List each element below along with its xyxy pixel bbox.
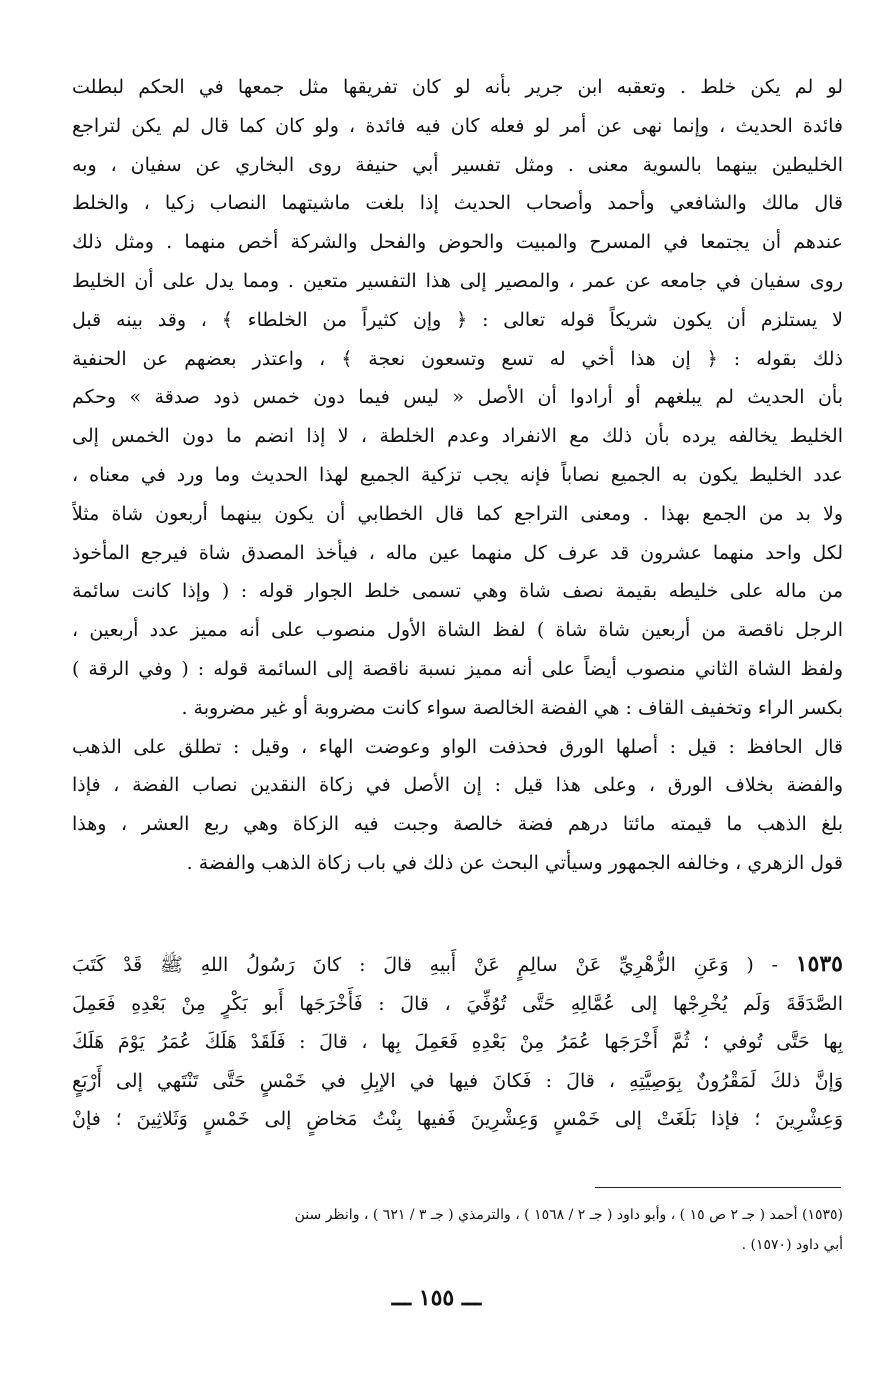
footnote-line: (١٥٣٥) أحمد ( جـ ٢ ص ١٥ ) ، وأبو داود ( جـ ٢ / ١٥٦٨ ) ، والترمذي ( جـ ٣ / ٦٢١ ) ، وانظر سنن	[294, 1207, 843, 1223]
hadith-text	[72, 945, 843, 1139]
commentary-line: عدد الخليط يكون به الجميع نصاباً فإنه يجب تزكية الجميع لهذا الحديث وما ورد في معناه ،	[72, 463, 843, 486]
commentary-line: ذلك بقوله : ﴿ إن هذا أخي له تسع وتسعون نعجة ﴾ ، واعتذر بعضهم عن الحنفية	[72, 347, 843, 370]
commentary-line: الرجل ناقصة من أربعين شاة شاة ) لفظ الشاة الأول منصوب على أنه مميز عدد أربعين ،	[72, 619, 843, 642]
commentary-line: قول الزهري ، وخالفه الجمهور وسيأتي البحث عن ذلك في باب زكاة الذهب والفضة .	[186, 851, 843, 874]
commentary-line: بأن الحديث لم يبلغهم أو أرادوا أن الأصل « ليس فيما دون خمس ذود صدقة » وحكم	[72, 386, 843, 409]
commentary-line: عندهم أن يجتمعا في المسرح والمبيت والحوض والفحل والشركة أخص منهما . ومثل ذلك	[72, 231, 843, 254]
commentary-line: من ماله على خليطه بقيمة نصف شاة وهي تسمى خلط الجوار قوله : ( وإذا كانت سائمة	[72, 580, 843, 603]
hadith-line-text: - ( وَعَنِ الزُّهْرِيِّ عَنْ سالِمٍ عَنْ أَبيهِ قالَ : كانَ رَسُولُ اللهِ ﷺ قَدْ كَتَبَ	[72, 954, 796, 976]
commentary-line: بلغ الذهب ما قيمته مائتا درهم فضة خالصة وجبت فيه الزكاة وهي ربع العشر ، وهذا	[72, 813, 843, 836]
hadith-number: ١٥٣٥	[795, 951, 843, 977]
commentary-line: الخليط يخالفه يرده بأن ذلك مع الانفراد وعدم الخلطة ، لا إذا انضم ما دون الخمس إلى	[72, 425, 843, 448]
footnote	[72, 1200, 843, 1260]
commentary-line: والفضة بخلاف الورق ، وعلى هذا قيل : إن الأصل في زكاة النقدين نصاب الفضة ، فإذا	[72, 774, 843, 797]
commentary-line: بكسر الراء وتخفيف القاف : هي الفضة الخالصة سواء كانت مضروبة أو غير مضروبة .	[181, 696, 843, 719]
page-number: ـــ ١٥٥ ـــ	[391, 1285, 482, 1311]
commentary-line: الخليطين بينهما بالسوية معنى . ومثل تفسير أبي حنيفة روى البخاري عن سفيان ، وبه	[72, 153, 843, 176]
hadith-line: وَعِشْرِينَ ؛ فإذا بَلَغَتْ إلى خَمْسٍ وَعِشْرِينَ فَفيها بِنْتُ مَخاضٍ إلى خَمْسٍ وَثَلاثِينَ ؛ فإنْ	[72, 1108, 843, 1130]
commentary-line: لو لم يكن خلط . وتعقبه ابن جرير بأنه لو كان تفريقها مثل جمعها في الحكم لبطلت	[72, 76, 843, 98]
commentary-line: ولا بد من الجمع بهذا . ومعنى التراجع كما قال الخطابي أن يكون بينهما أربعون شاة مثلاً	[72, 502, 843, 525]
commentary-line: فائدة الحديث ، وإنما نهى عن أمر لو فعله كان فيه فائدة ، ولو كان كما قال لم يكن لتراجع	[72, 114, 843, 137]
commentary-line: قال الحافظ : قيل : أصلها الورق فحذفت الواو وعوضت الهاء ، وقيل : تطلق على الذهب	[72, 735, 843, 758]
commentary-line: لكل واحد منهما عشرون قد عرف كل منهما عين ماله ، فيأخذ المصدق شاة فيرجع المأخوذ	[72, 541, 843, 564]
commentary-line: قال مالك والشافعي وأحمد وأصحاب الحديث إذا بلغت ماشيتهما النصاب زكيا ، والخلط	[72, 192, 843, 215]
commentary-line: روى سفيان في جامعه عن عمر ، والمصير إلى هذا التفسير متعين . ومما يدل على أن الخليط	[72, 269, 843, 292]
commentary-line: لا يستلزم أن يكون شريكاً قوله تعالى : ﴿ وإن كثيراً من الخلطاء ﴾ ، وقد بينه قبل	[72, 308, 843, 331]
footnote-line: أبي داود (١٥٧٠) .	[741, 1237, 843, 1253]
footnote-divider	[595, 1187, 841, 1188]
commentary-line: ولفظ الشاة الثاني منصوب أيضاً على أنه مميز نسبة ناقصة إلى السائمة قوله : ( وفي الرقة )	[72, 657, 843, 680]
hadith-line: الصَّدَقَةَ وَلَم يُخْرِجْها إلى عُمَّالِهِ حَتَّى تُوُفِّيَ ، قالَ : فَأَخْرَجَها أَبو بَكْرٍ مِنْ بَعْدِهِ فَعَمِلَ	[72, 992, 843, 1015]
hadith-line: وَإنَّ ذلكَ لَمَقْرُونٌ بِوَصِيَّتِهِ ، قالَ : فَكانَ فيها في الإبِلِ في خَمْسٍ حَتَّى تَنْتَهي إلى أَرْبَعٍ	[72, 1069, 843, 1092]
commentary-text	[72, 68, 843, 883]
hadith-line: بِها حَتَّى تُوفي ؛ ثُمَّ أَخْرَجَها عُمَرُ مِنْ بَعْدِهِ فَعَمِلَ بِها ، قالَ : فَلَقَدْ هَلَكَ عُمَرُ يَوْمَ هَلَكَ	[72, 1031, 843, 1053]
hadith-line	[72, 945, 843, 985]
